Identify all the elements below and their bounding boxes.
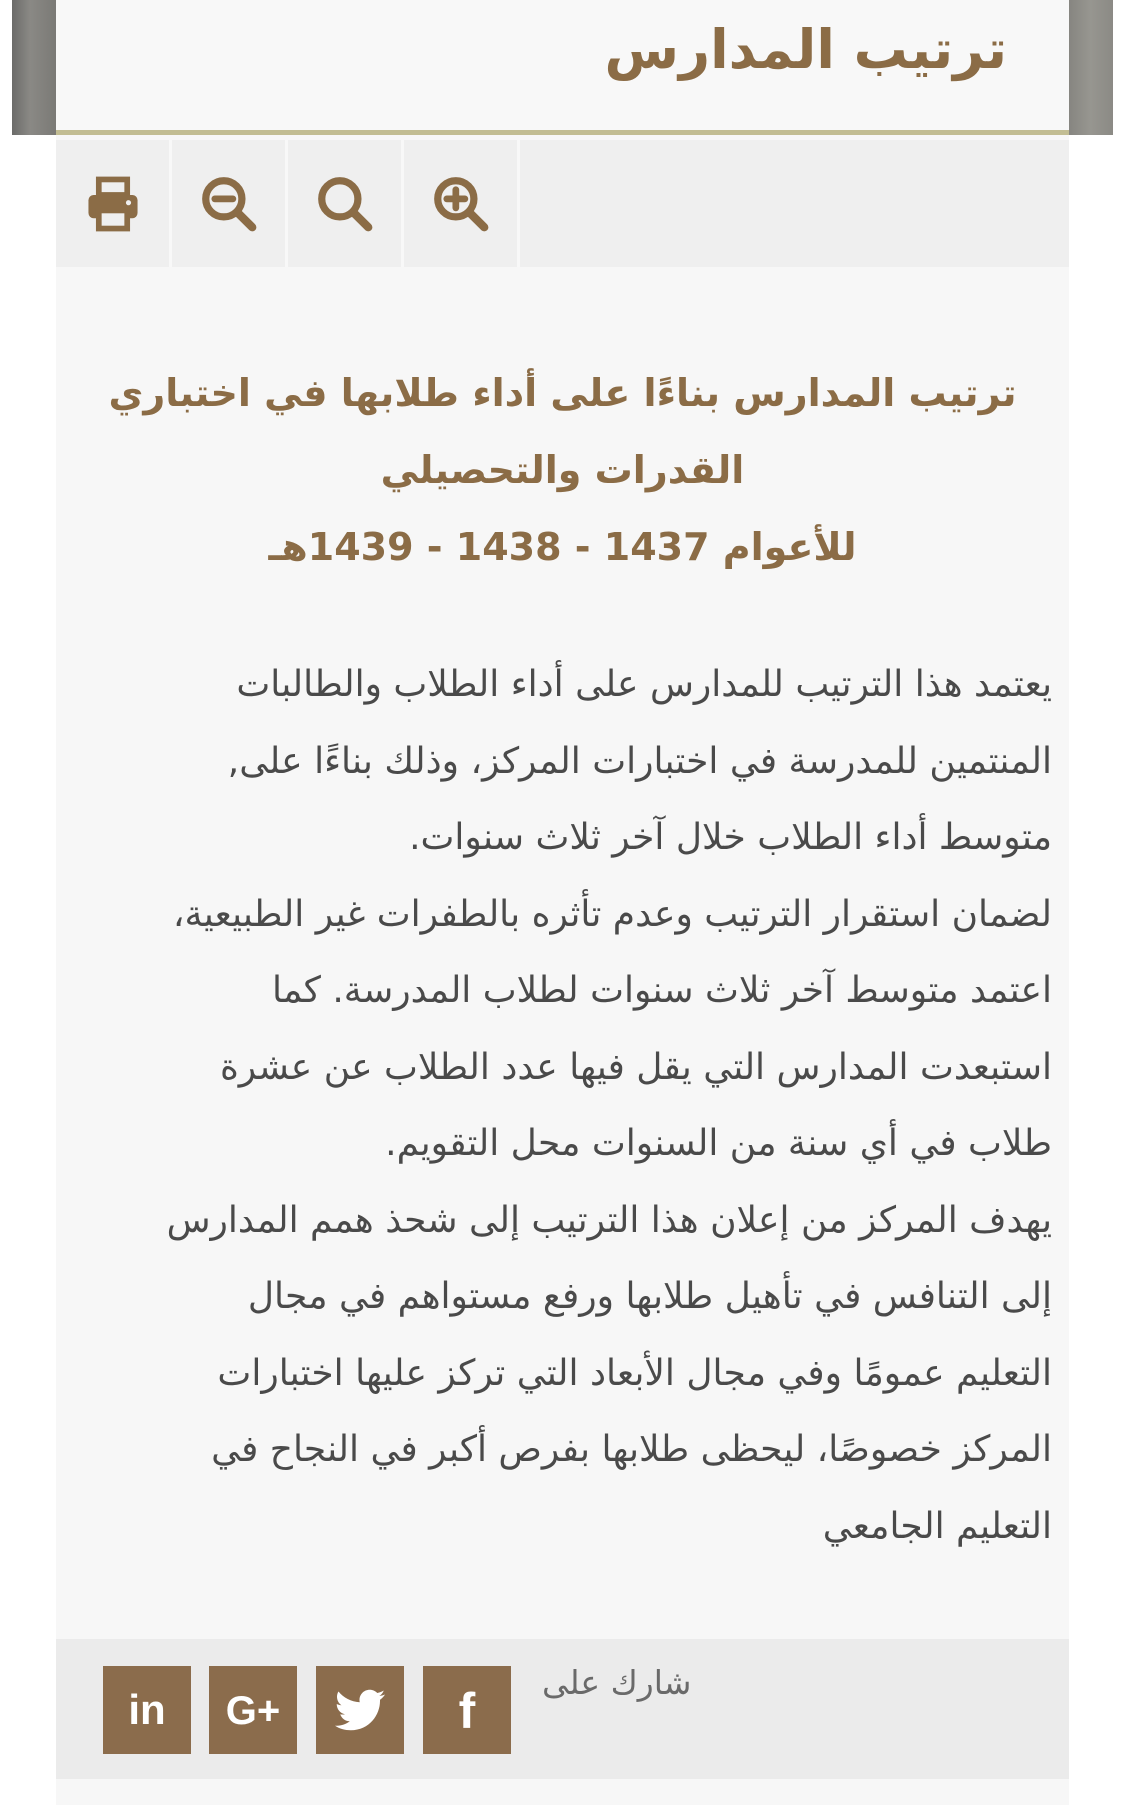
body-line: يعتمد هذا الترتيب للمدارس على أداء الطلاب والطالبات — [236, 664, 1052, 705]
page-frame — [56, 0, 1069, 1805]
zoom-out-button[interactable] — [172, 140, 288, 267]
facebook-share-button[interactable] — [423, 1666, 511, 1754]
background-left-edge — [12, 0, 57, 135]
svg-text:in: in — [128, 1686, 166, 1733]
facebook-icon — [437, 1680, 497, 1740]
share-bar — [56, 1639, 1069, 1779]
article-title-line-2: القدرات والتحصيلي — [380, 448, 745, 492]
article-title-line-3: للأعوام 1437 - 1438 - 1439هـ — [268, 525, 857, 569]
zoom-out-icon — [198, 173, 260, 235]
body-line: التعليم عمومًا وفي مجال الأبعاد التي تركز عليها اختبارات — [217, 1352, 1052, 1394]
toolbar — [56, 140, 1069, 267]
linkedin-share-button[interactable] — [103, 1666, 191, 1754]
article-body — [74, 647, 1052, 1565]
body-line: استبعدت المدارس التي يقل فيها عدد الطلاب عن عشرة — [219, 1046, 1052, 1088]
twitter-icon — [330, 1680, 390, 1740]
zoom-in-button[interactable] — [404, 140, 520, 267]
body-line: طلاب في أي سنة من السنوات محل التقويم. — [385, 1123, 1052, 1164]
article-title-line-1: ترتيب المدارس بناءًا على أداء طلابها في اختباري — [108, 371, 1017, 415]
search-icon — [314, 173, 376, 235]
twitter-share-button[interactable] — [316, 1666, 404, 1754]
article-content — [56, 267, 1069, 1639]
share-label: شارك على — [542, 1663, 692, 1702]
page-title: ترتيب المدارس — [604, 18, 1007, 81]
svg-text:f: f — [458, 1683, 476, 1739]
body-line: المنتمين للمدرسة في اختبارات المركز، وذلك بناءًا على, — [227, 740, 1052, 782]
linkedin-icon — [117, 1680, 177, 1740]
print-button[interactable] — [56, 140, 172, 267]
page-header — [56, 0, 1069, 135]
search-button[interactable] — [288, 140, 404, 267]
body-line: لضمان استقرار الترتيب وعدم تأثره بالطفرات غير الطبيعية، — [172, 893, 1052, 935]
google-plus-share-button[interactable] — [209, 1666, 297, 1754]
body-line: اعتمد متوسط آخر ثلاث سنوات لطلاب المدرسة. كما — [271, 970, 1052, 1011]
body-line: المركز خصوصًا، ليحظى طلابها بفرص أكبر في النجاح في — [211, 1429, 1052, 1470]
zoom-in-icon — [430, 173, 492, 235]
body-line: التعليم الجامعي — [822, 1505, 1052, 1547]
google-plus-icon — [223, 1680, 283, 1740]
body-line: يهدف المركز من إعلان هذا الترتيب إلى شحذ همم المدارس — [166, 1199, 1052, 1241]
body-line: إلى التنافس في تأهيل طلابها ورفع مستواهم في مجال — [247, 1276, 1052, 1317]
article-title — [86, 355, 1039, 586]
print-icon — [82, 173, 144, 235]
svg-text:G+: G+ — [225, 1689, 281, 1733]
body-line: متوسط أداء الطلاب خلال آخر ثلاث سنوات. — [409, 817, 1052, 858]
